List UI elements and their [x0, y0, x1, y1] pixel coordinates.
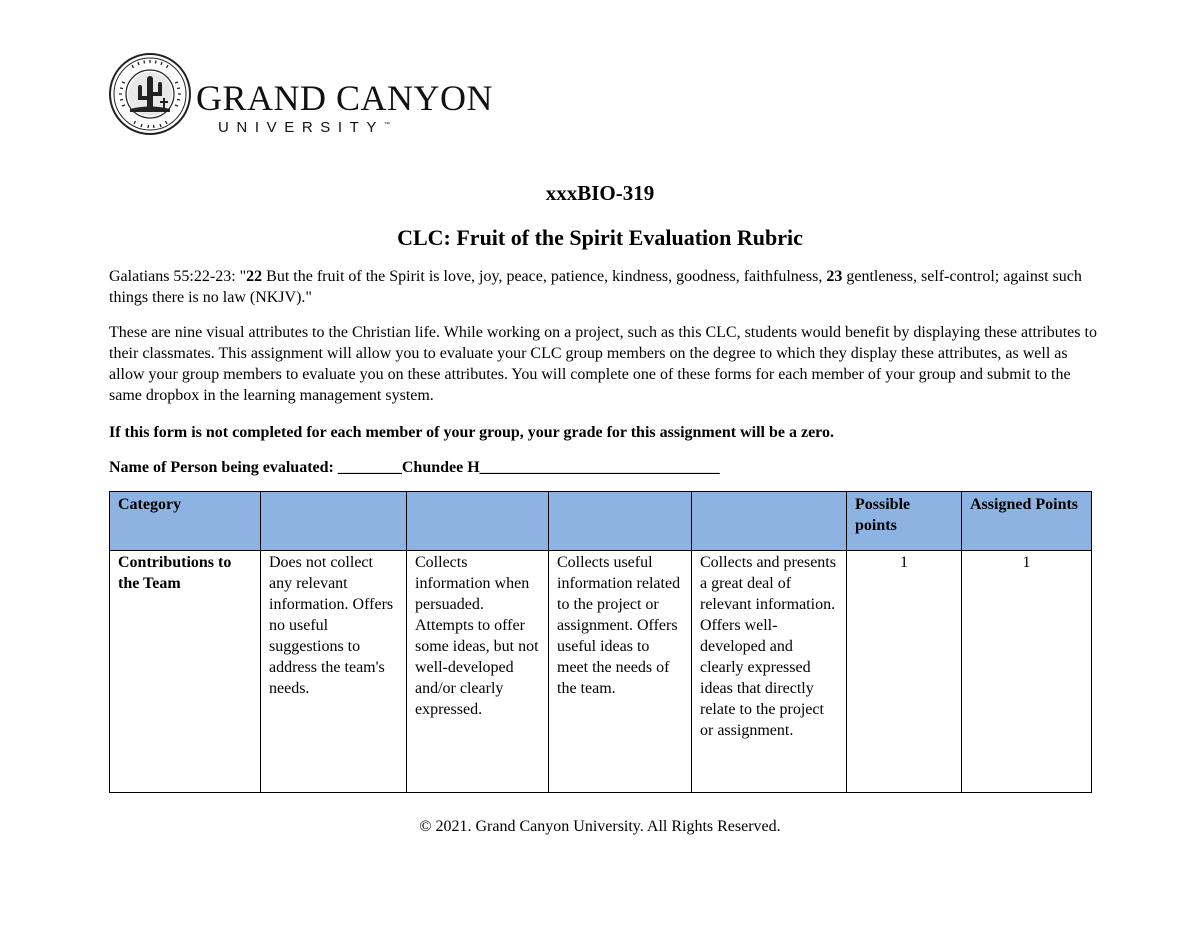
header-level-4: [692, 492, 847, 551]
intro-paragraph: These are nine visual attributes to the Christian life. While working on a project, such as this CLC, students would benefit by displaying these attributes to their classmates. This assignment will allow you to evaluate your CLC group members on the degree to which they display these attributes, as well as allow your group members to evaluate you on these attributes. You will complete one of these forms for each member of your group and submit to the same dropbox in the learning management system.: [109, 324, 1097, 404]
evaluated-person-line: [109, 457, 1099, 478]
row-category: Contributions to the Team: [110, 551, 261, 793]
row-level-3: Collects useful information related to the project or assignment. Offers useful ideas to meet the needs of the team.: [549, 551, 692, 793]
row-level-1: Does not collect any relevant information. Offers no useful suggestions to address the team's needs.: [261, 551, 407, 793]
warning-paragraph: If this form is not completed for each member of your group, your grade for this assignment will be a zero.: [109, 424, 834, 441]
header-level-3: [549, 492, 692, 551]
header-level-2: [407, 492, 549, 551]
header-level-1: [261, 492, 407, 551]
table-row: [110, 551, 1092, 793]
logo-subtitle: UNIVERSITY™: [218, 119, 391, 136]
university-logo: [108, 52, 494, 142]
rubric-header-row: [110, 492, 1092, 551]
evaluated-person-label: Name of Person being evaluated:: [109, 459, 338, 476]
logo-wordmark: GRAND CANYON: [196, 78, 494, 118]
evaluated-person-value: ________Chundee H______________________________: [337, 459, 720, 476]
university-seal-icon: [108, 52, 192, 136]
course-code: xxxBIO-319: [545, 181, 655, 205]
copyright-footer: © 2021. Grand Canyon University. All Rights Reserved.: [419, 818, 781, 835]
row-level-4: Collects and presents a great deal of relevant information. Offers well-developed and clearly expressed ideas that directly relate to the project or assignment.: [692, 551, 847, 793]
rubric-table: [109, 491, 1092, 793]
row-possible-points: 1: [847, 551, 962, 793]
scripture-paragraph: Galatians 55:22-23: "22 But the fruit of the Spirit is love, joy, peace, patience, kindness, goodness, faithfulness, 23 gentleness, self-control; against such things there is no law (NKJV).": [109, 268, 1082, 306]
row-level-2: Collects information when persuaded. Attempts to offer some ideas, but not well-developed and/or clearly expressed.: [407, 551, 549, 793]
row-assigned-points: 1: [962, 551, 1092, 793]
header-category: Category: [110, 492, 261, 551]
header-possible-points: Possible points: [847, 492, 962, 551]
document-title: CLC: Fruit of the Spirit Evaluation Rubric: [397, 225, 803, 250]
header-assigned-points: Assigned Points: [962, 492, 1092, 551]
